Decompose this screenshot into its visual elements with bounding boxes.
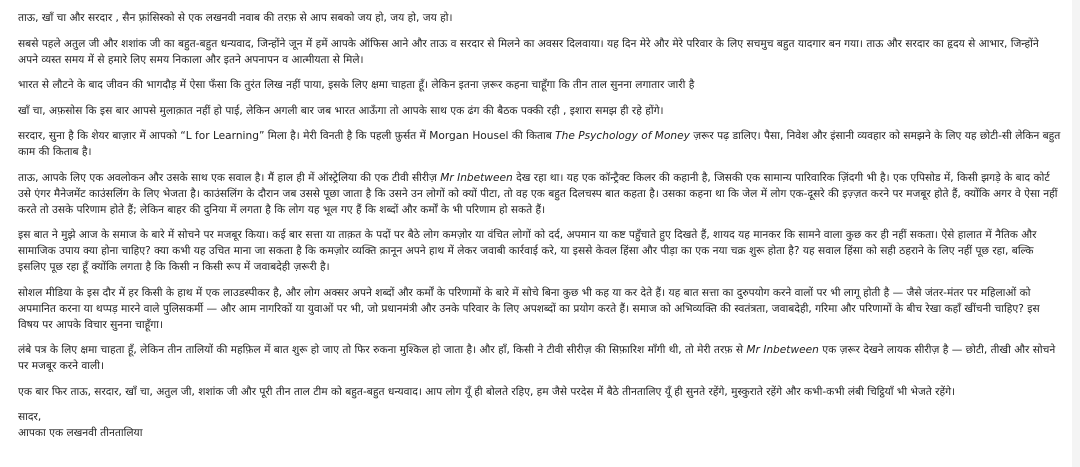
- italic-title: Mr Inbetween: [440, 171, 513, 184]
- closing-salutation: सादर,: [18, 411, 42, 423]
- paragraph-text: एक ज़रूर देखने लायक सीरीज़ है — छोटी, तीखी और सोचने पर मजबूर करने वाली।: [18, 344, 1056, 372]
- paragraph-text: सोशल मीडिया के इस दौर में हर किसी के हाथ में एक लाउडस्पीकर है, और लोग अक्सर अपने शब्दों और कर्मों के परिणामों के बारे में सोचे बिना कुछ भी कह या कर देते हैं। यह बात सत्ता का दुरुपयोग करने वालों पर भी लागू होती है — जैसे जंतर-मंतर पर महिलाओं को अपमानित करना या थप्पड़ मारने वाले पुलिसकर्मी — और आम नागरिकों या युवाओं पर भी, जो प्रधानमंत्री और उनके परिवार के लिए अपशब्दों का प्रयोग करते हैं। समाज को अभिव्यक्ति की स्वतंत्रता, जवाबदेही, गरिमा और परिणामों के बीच रेखा कहाँ खींचनी चाहिए? इस विषय पर आपके विचार सुनना चाहूँगा।: [18, 286, 1040, 331]
- letter-paragraph: [18, 128, 1062, 160]
- letter-paragraph: [18, 103, 1062, 119]
- paragraph-text: भारत से लौटने के बाद जीवन की भागदौड़ में ऐसा फँसा कि तुरंत लिख नहीं पाया, इसके लिए क्षमा चाहता हूँ। लेकिन इतना ज़रूर कहना चाहूँगा कि तीन ताल सुनना लगातार जारी है: [18, 79, 695, 91]
- letter-paragraphs: [18, 10, 1062, 400]
- paragraph-text: ताऊ, खाँ चा और सरदार , सैन फ़्रांसिस्को से एक लखनवी नवाब की तरफ़ से आप सबको जय हो, जय हो, जय हो।: [18, 12, 453, 24]
- paragraph-text: ताऊ, आपके लिए एक अवलोकन और उसके साथ एक सवाल है। मैं हाल ही में ऑस्ट्रेलिया की एक टीवी सीरीज़: [18, 171, 441, 184]
- letter-paragraph: [18, 285, 1062, 333]
- letter-closing: [18, 409, 1062, 441]
- paragraph-text: सरदार, सुना है कि शेयर बाज़ार में आपको “L for Learning” मिला है। मेरी विनती है कि पहली फ़ुर्सत में Morgan Housel की किताब: [18, 130, 556, 142]
- paragraph-text: इस बात ने मुझे आज के समाज के बारे में सोचने पर मजबूर किया। कई बार सत्ता या ताक़त के पदों पर बैठे लोग कमज़ोर या वंचित लोगों को दर्द, अपमान या कष्ट पहुँचाते हुए दिखते हैं, शायद यह मानकर कि सामने वाला कुछ कर ही नहीं सकता। ऐसे हालात में नैतिक और सामाजिक उपाय क्या होना चाहिए? क्या कभी यह उचित माना जा सकता है कि कमज़ोर व्यक्ति क़ानून अपने हाथ में लेकर जवाबी कार्रवाई करे, या इससे केवल हिंसा और पीड़ा का एक नया चक्र शुरू होता है? यह सवाल हिंसा को सही ठहराने के लिए नहीं पूछ रहा, बल्कि इसलिए पूछ रहा हूँ क्योंकि लगता है कि किसी न किसी रूप में जवाबदेही ज़रूरी है।: [18, 229, 1037, 273]
- paragraph-text: ज़रूर पढ़ डालिए। पैसा, निवेश और इंसानी व्यवहार को समझने के लिए यह छोटी-सी लेकिन बहुत काम की किताब है।: [18, 130, 1061, 158]
- closing-signature: आपका एक लखनवी तीनतालिया: [18, 427, 143, 439]
- letter-paragraph: [18, 227, 1062, 275]
- paragraph-text: खाँ चा, अफ़सोस कि इस बार आपसे मुलाक़ात नहीं हो पाई, लेकिन अगली बार जब भारत आऊँगा तो आपके साथ एक ढंग की बैठक पक्की रही , इशारा समझ ही रहे होंगे।: [18, 104, 664, 117]
- letter-paragraph: [18, 77, 1062, 93]
- page-scrollbar[interactable]: [1072, 0, 1080, 467]
- paragraph-text: लंबे पत्र के लिए क्षमा चाहता हूँ, लेकिन तीन तालियों की महफ़िल में बात शुरू हो जाए तो फिर रुकना मुश्किल हो जाता है। और हाँ, किसी ने टीवी सीरीज़ की सिफ़ारिश माँगी थी, तो मेरी तरफ़ से: [18, 344, 747, 356]
- letter-paragraph: [18, 170, 1062, 218]
- italic-title: The Psychology of Money: [555, 130, 690, 142]
- paragraph-text: सबसे पहले अतुल जी और शशांक जी का बहुत-बहुत धन्यवाद, जिन्होंने जून में हमें आपके ऑफिस आने और ताऊ व सरदार से मिलने का अवसर दिलवाया। यह दिन मेरे और मेरे परिवार के लिए सचमुच बहुत यादगार बन गया। ताऊ और सरदार का हृदय से आभार, जिन्होंने अपने व्यस्त समय में से हमारे लिए समय निकाला और इतने अपनापन व आत्मीयता से मिले।: [18, 37, 1039, 66]
- paragraph-text: एक बार फिर ताऊ, सरदार, खाँ चा, अतुल जी, शशांक जी और पूरी तीन ताल टीम को बहुत-बहुत धन्यवाद। आप लोग यूँ ही बोलते रहिए, हम जैसे परदेस में बैठे तीनतालिए यूँ ही सुनते रहेंगे, मुस्कुराते रहेंगे और कभी-कभी लंबी चिट्ठियाँ भी भेजते रहेंगे।: [18, 385, 956, 398]
- italic-title: Mr Inbetween: [746, 344, 819, 356]
- letter-body: [18, 10, 1062, 441]
- letter-paragraph: [18, 36, 1062, 68]
- paragraph-text: देख रहा था। यह एक कॉन्ट्रैक्ट किलर की कहानी है, जिसकी एक सामान्य पारिवारिक ज़िंदगी भी है। एक एपिसोड में, किसी झगड़े के बाद कोर्ट उसे एंगर मैनेजमेंट काउंसलिंग के लिए भेजता है। काउंसलिंग के दौरान जब उससे पूछा जाता है कि उसने उन लोगों को क्यों पीटा, तो वह एक बहुत दिलचस्प बात कहता है। उसका कहना था कि जेल में लोग एक-दूसरे की इज़्ज़त करने पर मजबूर होते हैं, क्योंकि अगर वे ऐसा नहीं करते तो उसके परिणाम होते हैं; लेकिन बाहर की दुनिया में लगता है कि लोग यह भूल गए हैं कि शब्दों और कर्मों के भी परिणाम हो सकते हैं।: [18, 171, 1058, 216]
- letter-paragraph: [18, 384, 1062, 400]
- letter-paragraph: [18, 342, 1062, 374]
- letter-paragraph: [18, 10, 1062, 26]
